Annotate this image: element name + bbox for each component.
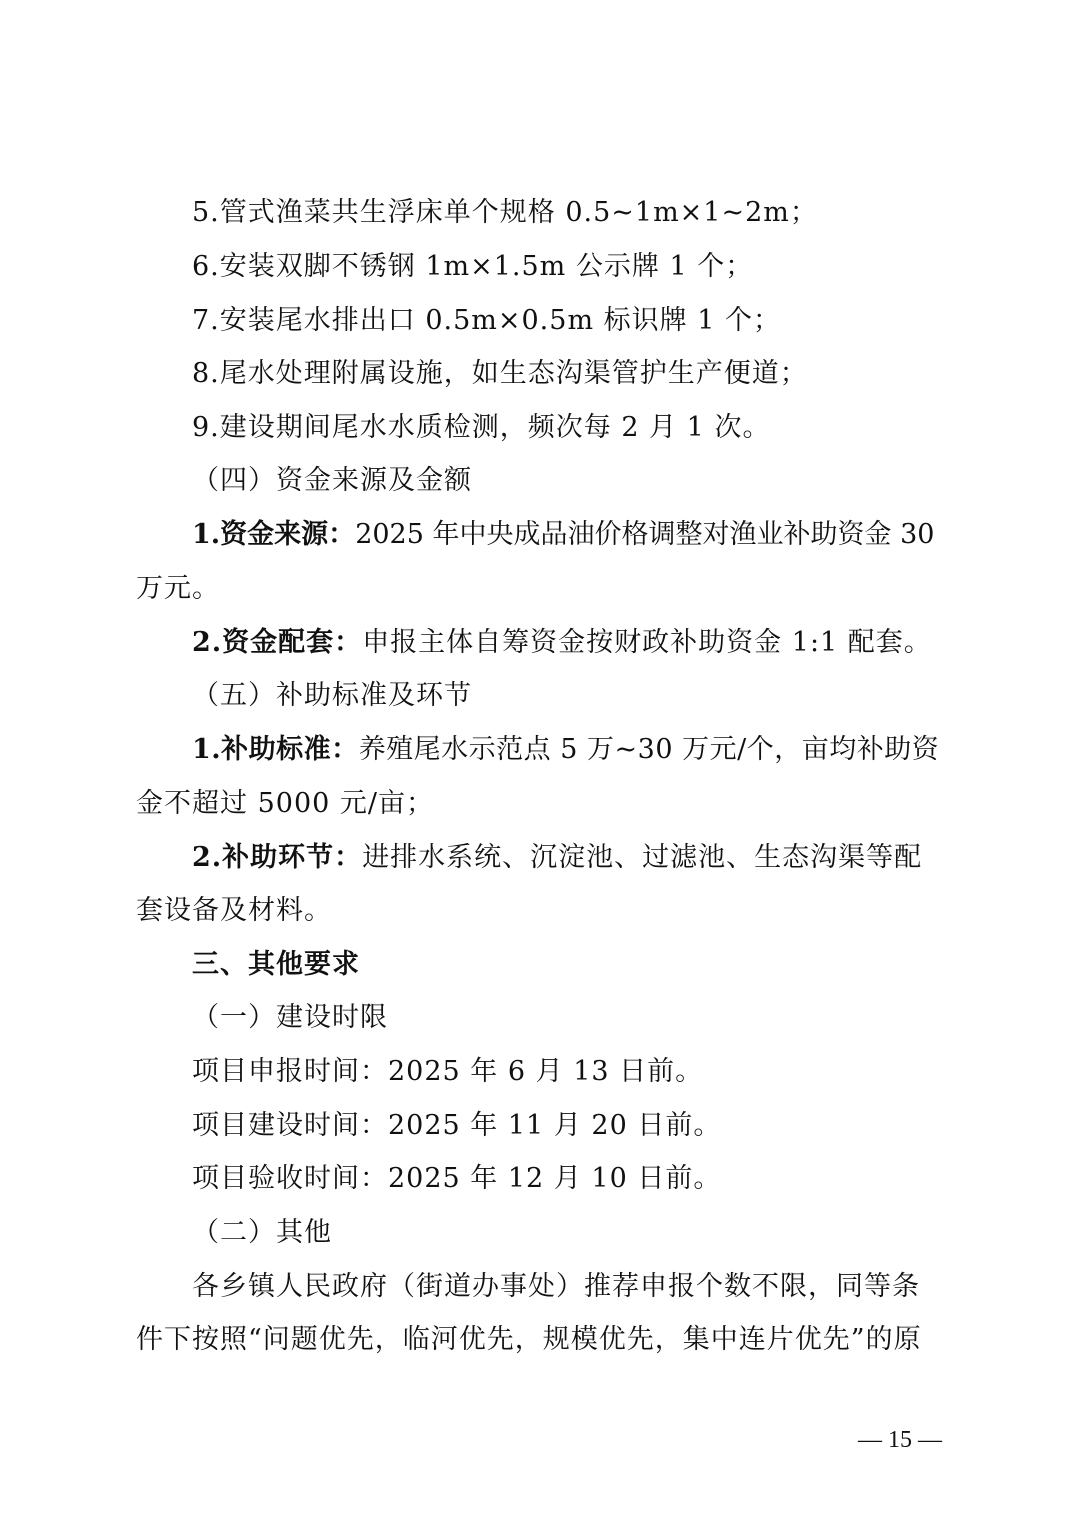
item-text: 进排水系统、沉淀池、过滤池、生态沟渠等配 [362,842,923,873]
item-text: 2025 年中央成品油价格调整对渔业补助资金 30 [355,519,935,550]
paragraph-line: 件下按照“问题优先，临河优先，规模优先，集中连片优先”的原 [136,1324,922,1355]
paragraph-line: 项目申报时间：2025 年 6 月 13 日前。 [192,1056,704,1087]
chapter-heading: 三、其他要求 [192,949,360,980]
list-item: 5.管式渔菜共生浮床单个规格 0.5~1m×1~2m； [192,197,818,228]
paragraph-line: 金不超过 5000 元/亩； [136,788,434,819]
item-label: 2.资金配套： [192,627,363,658]
paragraph-line: 项目建设时间：2025 年 11 月 20 日前。 [192,1110,722,1141]
section-heading: （五）补助标准及环节 [192,680,472,711]
paragraph-line: 套设备及材料。 [136,895,332,926]
page-number: — 15 — [858,1427,942,1453]
paragraph-line: 项目验收时间：2025 年 12 月 10 日前。 [192,1163,722,1194]
paragraph-line [192,518,942,552]
list-item: 6.安装双脚不锈钢 1m×1.5m 公示牌 1 个； [192,251,754,282]
section-heading: （一）建设时限 [192,1002,388,1033]
section-heading: （四）资金来源及金额 [192,465,472,496]
list-item: 9.建设期间尾水水质检测，频次每 2 月 1 次。 [192,412,771,443]
item-label: 1.资金来源： [192,519,356,550]
paragraph-line [192,733,942,767]
paragraph-line [192,841,942,875]
list-item: 7.安装尾水排出口 0.5m×0.5m 标识牌 1 个； [192,305,781,336]
item-text: 养殖尾水示范点 5 万~30 万元/个，亩均补助资 [358,734,940,765]
item-label: 2.补助环节： [192,842,363,873]
item-text: 申报主体自筹资金按财政补助资金 1:1 配套。 [362,627,932,658]
paragraph-line [192,626,942,660]
paragraph-line: 万元。 [136,573,220,604]
list-item: 8.尾水处理附属设施，如生态沟渠管护生产便道； [192,358,808,389]
section-heading: （二）其他 [192,1217,332,1248]
item-label: 1.补助标准： [192,734,359,765]
paragraph-line: 各乡镇人民政府（街道办事处）推荐申报个数不限，同等条 [192,1271,920,1302]
